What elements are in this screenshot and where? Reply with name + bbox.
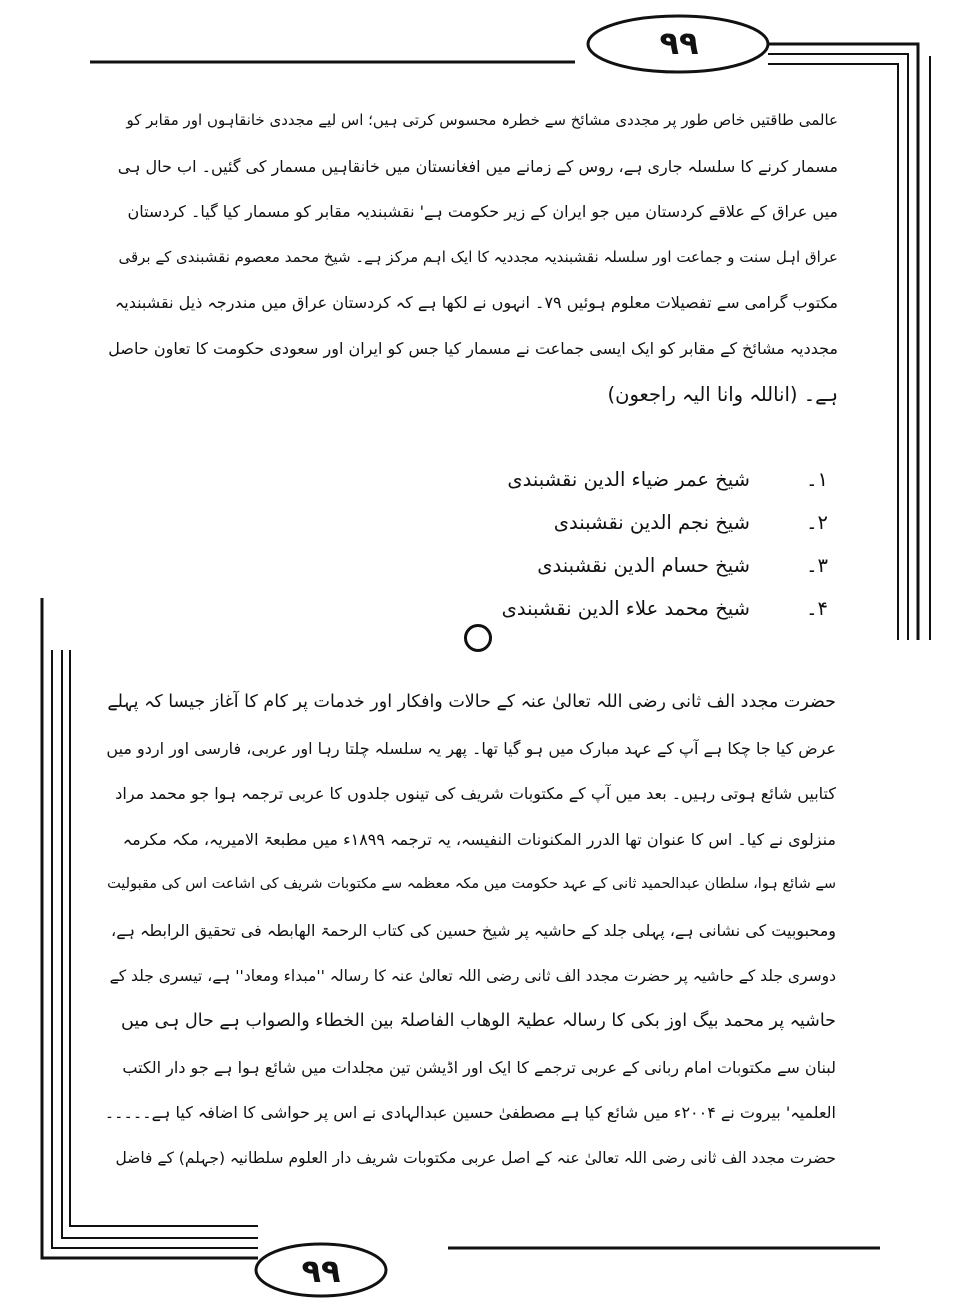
text-line: عالمی طاقتیں خاص طور پر مجددی مشائخ سے خطرہ محسوس کرتی ہیں؛ اس لیے مجددی خانقاہوں اور مقابر کو <box>126 111 838 129</box>
text-line: عراق اہل سنت و جماعت اور سلسلہ نقشبندیہ مجددیہ کا ایک اہم مرکز ہے۔ شیخ محمد معصوم نقشبندی کے برقی <box>118 247 838 266</box>
text-line: حاشیہ پر محمد بیگ اوز بکی کا رسالہ عطیۃ الوھاب الفاصلۃ بین الخطاء والصواب ہے حال ہی میں <box>121 1011 836 1032</box>
list-item <box>468 458 828 501</box>
list-item-name: شیخ نجم الدین نقشبندی <box>553 511 750 534</box>
text-line: مکتوب گرامی سے تفصیلات معلوم ہوئیں ۷۹۔ انہوں نے لکھا ہے کہ کردستان عراق میں مندرجہ ذیل نقشبندیہ <box>114 293 838 313</box>
text-line: ہے۔ (اناللہ وانا الیہ راجعون) <box>607 382 838 406</box>
text-line: حضرت مجدد الف ثانی رضی اللہ تعالیٰ عنہ کے اصل عربی مکتوبات شریف دار العلوم سلطانیہ (جہلم) کے فاضل <box>115 1148 836 1167</box>
page-number-top: ۹۹ <box>659 24 699 62</box>
list-item-name: شیخ محمد علاء الدین نقشبندی <box>501 597 750 620</box>
text-line: لبنان سے مکتوبات امام ربانی کے عربی ترجمے کا ایک اور اڈیشن تین مجلدات میں شائع ہوا ہے جو دار الکتب <box>122 1057 836 1077</box>
text-line: عرض کیا جا چکا ہے آپ کے عہد مبارک میں ہو گیا تھا۔ پھر یہ سلسلہ چلتا رہا اور عربی، فارسی اور اردو میں <box>106 738 836 758</box>
text-line: مسمار کرنے کا سلسلہ جاری ہے، روس کے زمانے میں افغانستان میں خانقاہیں مسمار کی گئیں۔ اب حال ہی <box>117 156 838 176</box>
list-item <box>468 501 828 544</box>
section-separator-circle <box>464 624 492 652</box>
paragraph-top <box>108 98 838 417</box>
list-item <box>468 544 828 587</box>
list-item <box>468 587 828 630</box>
list-item-name: شیخ حسام الدین نقشبندی <box>537 554 750 577</box>
paragraph-bottom <box>102 680 836 1182</box>
list-item-number: ۴۔ <box>806 597 828 620</box>
text-line: العلمیہ' بیروت نے ۲۰۰۴ء میں شائع کیا ہے مصطفیٰ حسین عبدالہادی نے اس پر حواشی کا اضافہ کیا ہے۔۔۔۔۔ <box>104 1103 836 1123</box>
text-line: دوسری جلد کے حاشیہ پر حضرت مجدد الف ثانی رضی اللہ تعالیٰ عنہ کا رسالہ ''مبداء ومعاد'' ہے، تیسری جلد کے <box>109 966 836 985</box>
text-line: سے شائع ہوا، سلطان عبدالحمید ثانی کے عہد حکومت میں مکہ معظمہ سے مکتوبات شریف کی اشاعت اس کی مقبولیت <box>107 876 836 893</box>
list-item-name: شیخ عمر ضیاء الدین نقشبندی <box>507 468 750 491</box>
list-item-number: ۳۔ <box>806 554 828 577</box>
list-item-number: ۱۔ <box>806 468 828 491</box>
text-line: ومحبوبیت کی نشانی ہے، پہلی جلد کے حاشیہ پر شیخ حسین کی کتاب الرحمۃ الھابطہ فی تحقیق الرابطہ ہے، <box>111 920 836 940</box>
names-list <box>468 458 828 630</box>
text-line: میں عراق کے علاقے کردستان میں جو ایران کے زیر حکومت ہے' نقشبندیہ مقابر کو مسمار کیا گیا۔ کردستان <box>127 202 838 222</box>
text-line: حضرت مجدد الف ثانی رضی اللہ تعالیٰ عنہ کے حالات وافکار اور خدمات پر کام کا آغاز جیسا کہ پہلے <box>107 692 836 712</box>
page-number-bottom: ۹۹ <box>301 1252 341 1290</box>
text-line: منزلوی نے کیا۔ اس کا عنوان تھا الدرر المکنونات النفیسہ، یہ ترجمہ ۱۸۹۹ء میں مطبعۃ الامیریہ، مکہ مکرمہ <box>122 829 836 849</box>
list-item-number: ۲۔ <box>806 511 828 534</box>
text-line: مجددیہ مشائخ کے مقابر کو ایک ایسی جماعت نے مسمار کیا جس کو ایران اور سعودی حکومت کا تعاون حاصل <box>108 338 838 358</box>
text-line: کتابیں شائع ہوتی رہیں۔ بعد میں آپ کے مکتوبات شریف کی تینوں جلدوں کا عربی ترجمہ ہوا جو محمد مراد <box>115 784 836 804</box>
